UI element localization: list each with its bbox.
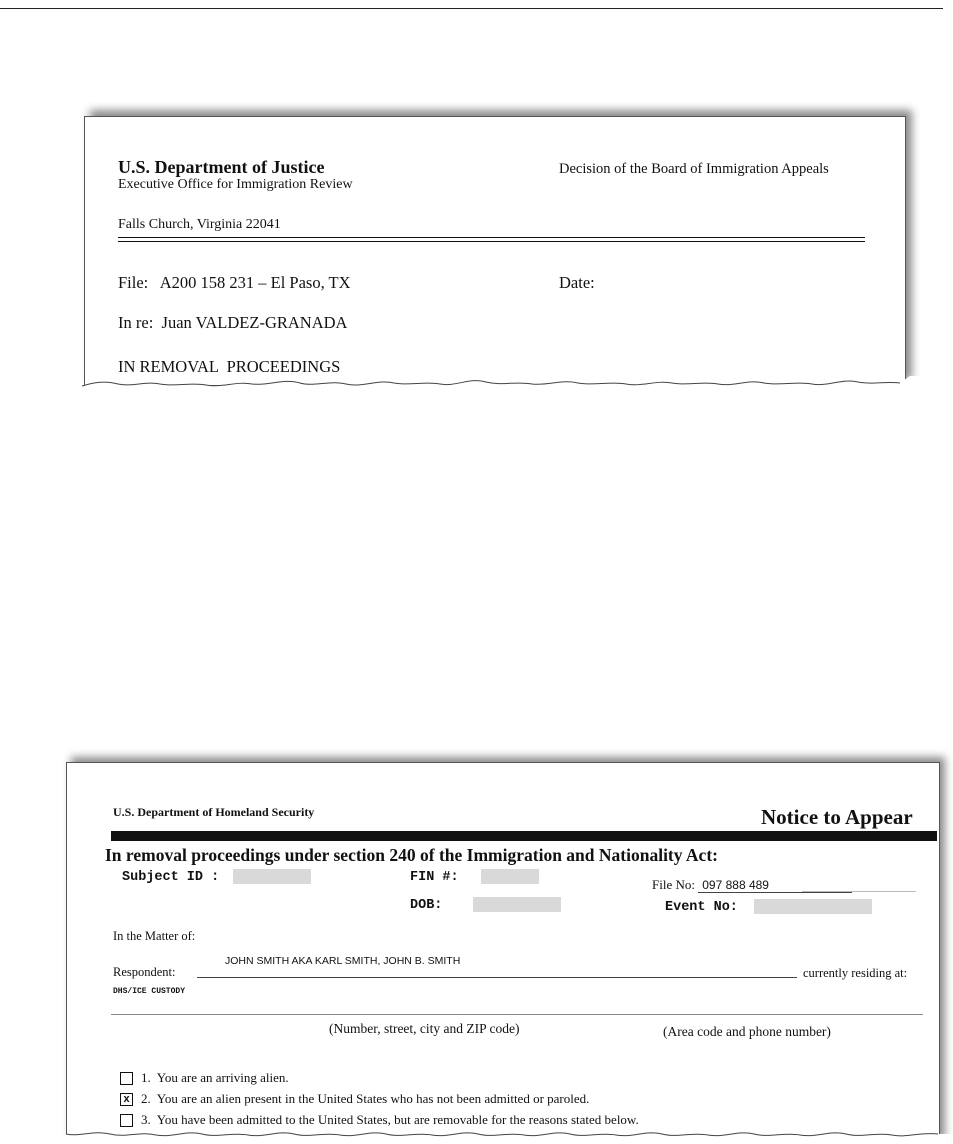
respondent-rule [197, 977, 797, 978]
fin-label: FIN #: [410, 870, 459, 886]
custody-text: DHS/ICE CUSTODY [113, 987, 186, 996]
file-number: File: A200 158 231 – El Paso, TX [118, 273, 351, 292]
double-rule [118, 237, 865, 242]
checkbox [120, 1072, 133, 1085]
checked-checkbox: x [120, 1093, 133, 1106]
file-no-label: File No: [652, 877, 695, 892]
in-re-line: In re: Juan VALDEZ-GRANADA [118, 313, 348, 332]
option-text: 3. You have been admitted to the United States, but are removable for the reasons stated below. [141, 1112, 639, 1127]
respondent-name: JOHN SMITH AKA KARL SMITH, JOHN B. SMITH [225, 955, 461, 967]
redacted-dob [473, 897, 561, 912]
phone-label: (Area code and phone number) [663, 1024, 831, 1039]
eoir-office: Executive Office for Immigration Review [118, 177, 353, 192]
respondent-label: Respondent: [113, 965, 176, 979]
checkbox [120, 1114, 133, 1127]
fin-field [410, 869, 539, 885]
redacted-fin [481, 869, 539, 884]
event-no-label: Event No: [665, 900, 738, 916]
notice-to-appear-excerpt [66, 762, 940, 1144]
proceedings-title: IN REMOVAL PROCEEDINGS [118, 357, 341, 376]
heavy-rule [111, 831, 937, 841]
office-location: Falls Church, Virginia 22041 [118, 217, 281, 232]
option-text: 2. You are an alien present in the United States who has not been admitted or paroled. [141, 1091, 590, 1106]
nta-title: Notice to Appear [761, 805, 913, 829]
doj-agency: U.S. Department of Justice [118, 157, 325, 177]
option-not-admitted [120, 1091, 589, 1107]
subject-id-field [122, 869, 311, 885]
dhs-agency: U.S. Department of Homeland Security [113, 805, 315, 819]
top-rule [0, 8, 943, 9]
option-text: 1. You are an arriving alien. [141, 1070, 289, 1085]
dob-field [410, 897, 561, 913]
option-arriving-alien [120, 1070, 289, 1086]
redacted-subject-id [233, 869, 311, 884]
date-label: Date: [559, 273, 595, 292]
decision-title: Decision of the Board of Immigration Appeals [559, 161, 829, 177]
torn-edge-1 [0, 372, 953, 396]
residing-label: currently residing at: [803, 966, 908, 980]
torn-edge-2 [0, 1126, 953, 1144]
event-no-field [665, 899, 872, 915]
dob-label: DOB: [410, 898, 443, 914]
matter-label: In the Matter of: [113, 929, 196, 943]
subject-id-label: Subject ID : [122, 870, 220, 886]
nta-heading: In removal proceedings under section 240 of the Immigration and Nationality Act: [105, 845, 718, 865]
address-rule [111, 1014, 923, 1015]
file-no-value: 097 888 489 [698, 878, 852, 893]
address-label: (Number, street, city and ZIP code) [329, 1021, 520, 1036]
bia-decision-excerpt [84, 116, 906, 386]
redacted-event-no [754, 899, 872, 914]
file-no-rule [802, 891, 916, 892]
